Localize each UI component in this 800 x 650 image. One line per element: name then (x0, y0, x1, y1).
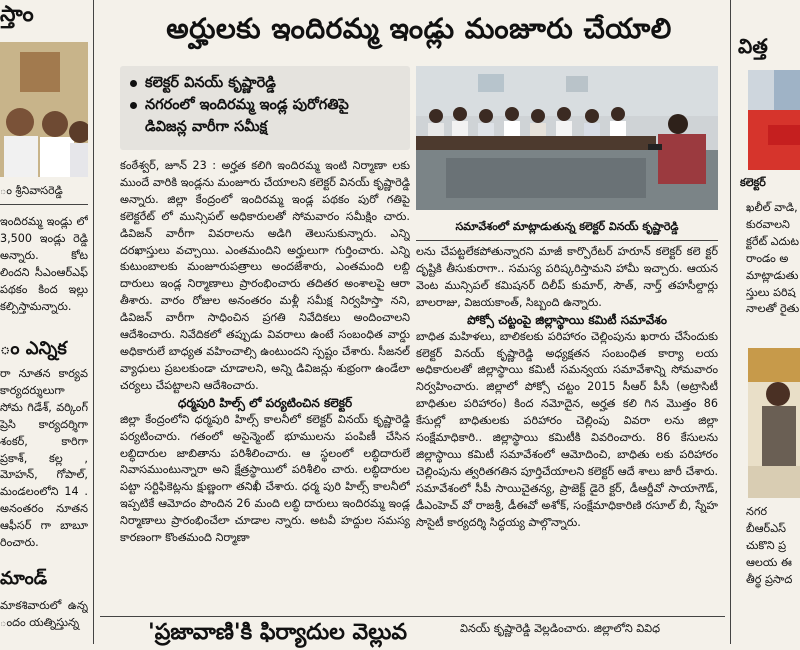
right-photo-2 (748, 348, 800, 498)
meeting-photo-caption: సమావేశంలో మాట్లాడుతున్న కలెక్టర్ వినయ్ కృష్ణారెడ్డి (455, 220, 679, 233)
meeting-photo (416, 66, 718, 210)
main-headline: అర్హులకు ఇందిరమ్మ ఇండ్లు మంజూరు చేయాలి (166, 12, 672, 45)
article-col1-para-2: జిల్లా కేంద్రంలోని ధర్మపురి హిల్స్ కాలనీలో కలెక్టర్ వినయ్ కృష్ణారెడ్డి పర్యటించారు. గతంలో అసైన్మెంట్ భూములను పంపిణీ చేసిన లబ్ధిదారుల జాబితాను పరిశీలించారు. ఆ స్థలంలో లబ్ధిదారులే నివాసముంటున్నారా అని క్షేత్రస్థాయిలో పరిశీలిం చారు. లబ్ధిదారుల పట్టా సర్టిఫికెట్లను క్షుణ్ణంగా తనిఖీ చేశారు. ధర్మ పురి హిల్స్ కాలనీలో ఇప్పటికే ఆమోదం పొందిన 26 మంది లబ్ధి దారులు ఇందిరమ్మ ఇండ్ల నిర్మాణాలు ప్రారంభించేలా చూడాల న్నారు. అటవీ హద్దుల సమస్య కారణంగా కొంతమంది నిర్మాణా (120, 412, 410, 545)
left-column (0, 0, 88, 644)
left-para-1: ఇందిరమ్మ ఇండ్లు లో 3,500 ఇండ్లు రెడ్డి అన్నారు. కోట లిందని సీఎంఆర్ఎఫ్ పథకం కింద ఇల్లు కల్పిస్తామన్నారు. (0, 215, 88, 313)
right-para-2: నగర బీఆర్ఎస్ చుకొని ప్ర ఆలయ ఈ తీర్థ ప్రసాద (746, 505, 793, 586)
left-top-heading: స్తాం (0, 2, 34, 27)
right-para-1: ఖలీల్ వాడి, కురవాలని క్టరేట్ ఎదుట రాండం అ మాట్లాడుతు స్తులు పరిష నాలతో రైతు (746, 201, 800, 316)
right-photo-1-caption: కలెక్టర్ (740, 176, 766, 189)
article-col2-subheading: పోక్సో చట్టంపై జిల్లాస్థాయి కమిటీ సమావేశం (467, 312, 667, 327)
right-top-heading: విత్త (738, 34, 768, 58)
left-photo-image (0, 42, 88, 177)
right-column-rule (730, 0, 731, 644)
left-para-2: రా నూతన కార్యవ కార్యదర్శులుగా సోమ గిడేశ్, వర్కింగ్ ప్రెసి కార్యదర్శిగా శంకర్, కారిగా ప్రకాశ్, కల్ల , మోహన్, గోపాల్, మండలంలోని 14 . అనంతరం నూతన ఆఫీసర్ గా బాబూ రించారు. (0, 367, 88, 550)
article-column-2 (416, 244, 718, 624)
bullet-dot-icon (130, 80, 137, 87)
left-divider-1 (0, 204, 88, 205)
left-photo (0, 42, 88, 177)
left-para-3: మాకశివారులో ఉన్న ందం యత్నిస్తున్న (0, 599, 88, 629)
left-column-rule (93, 0, 94, 644)
right-photo-2-image (748, 348, 800, 498)
bullet-1: కలెక్టర్ వినయ్ కృష్ణారెడ్డి (130, 72, 400, 94)
bullet-2: నగరంలో ఇందిరమ్మ ఇండ్ల పురోగతిపై (130, 94, 400, 116)
article-col2-para-2: బాధిత మహిళలు, బాలికలకు పరిహారం చెల్లింపును ఖరారు చేసేందుకు కలెక్టర్ వినయ్ కృష్ణారెడ్డి అధ్యక్షతన సంబంధిత కార్యా లయ అధికారులతో జిల్లాస్థాయి కమిటీ సమన్వయ సమావేశాన్ని సోమవారం నిర్వహించారు. జిల్లాలో పోక్సో చట్టం 2015 సీఆర్ పీసీ (అట్రాసిటీ బాధితుల పరిహారం) కింద నమోదైన, అర్హత కలి గిన మొత్తం 86 కేసుల్లో బాధితులకు పరిహారం చెల్లింపు వివరా లను జిల్లా సంక్షేమాధికారి.. జిల్లాస్థాయి కమిటీకి వివరించారు. 86 కేసులను జిల్లాస్థాయి కమిటీ సమావేశంలో ఆమోదించి, బాధితు లకు పరిహారం చెల్లింపును త్వరితగతిన పూర్తిచేయాలని కలెక్టర్ ఆదే శాలు జారీ చేశారు. సమావేశంలో సీపీ సాయిచైతన్య, ప్రాజెక్ట్ డైరె క్టర్, డీఆర్డీవో సాయాగౌడ్, డీఎంహెచ్ వో రాజశ్రీ, డీఈవో అశోక్, సంక్షేమాధికారిణి రసూల్ బీ, స్నేహ సొసైటీ కార్యదర్శి సిద్ధయ్య పాల్గొన్నారు. (416, 329, 718, 529)
bottom-col2-text: వినయ్ కృష్ణారెడ్డి వెల్లడించారు. జిల్లాలోని వివిధ (460, 622, 661, 635)
summary-bullets (120, 66, 410, 150)
bullet-3: డివిజన్ల వారీగా సమీక్ష (145, 119, 268, 135)
left-heading-3: మాండ్ (0, 568, 48, 589)
right-photo-1 (748, 70, 800, 170)
bottom-headline: 'ప్రజావాణి'కి ఫిర్యాదుల వెల్లువ (148, 620, 408, 645)
article-column-1 (120, 158, 410, 634)
article-col1-subheading: ధర్మపురి హిల్స్ లో పర్యటించిన కలెక్టర్ (177, 395, 353, 410)
article-col2-para-1: లను చేపట్టలేకపోతున్నారని మాజీ కార్పొరేటర్ హరూన్ కలెక్టర్ కలె క్టర్ దృష్టికి తీసుకురాగా.. సమస్య పరిష్కరిస్తామని హామీ ఇచ్చారు. ఆయన వెంట మున్సిపల్ కమిషనర్ దిలీప్ కుమార్, సౌత్, నార్త్ తహసీల్దార్లు బాలరాజు, విజయకాంత్, సిబ్బంది ఉన్నారు. (416, 245, 718, 309)
caption-rule (416, 240, 718, 241)
right-column (738, 0, 800, 644)
left-photo-caption: ం శ్రీనివాసరెడ్డి (0, 184, 63, 197)
right-photo-1-image (748, 70, 800, 170)
article-bottom-rule (100, 616, 725, 617)
meeting-photo-image (416, 66, 718, 210)
article-col1-para-1: కంఠేశ్వర్, జూన్ 23 : అర్హత కలిగి ఇందిరమ్మ ఇంటి నిర్మాణా లకు ముందే వారికి ఇండ్లను మంజూరు చేయాలని కలెక్టర్ వినయ్ కృష్ణారెడ్డి అన్నారు. జిల్లా కేంద్రంలో ఇందిరమ్మ ఇండ్ల పథకం పురో గతిపై కలెక్టరేట్ లో మున్సిపల్ అధికారులతో సోమవారం సమీక్షిం చారు. డివిజన్ వారీగా వివరాలను అడిగి తెలుసుకున్నారు. ఎన్ని దరఖాస్తులు వచ్చాయి. ఎంతమందిని అర్హులుగా గుర్తించారు. ఎన్ని కుటుంబాలకు మంజూరుపత్రాలు అందజేశారు, ఎంతమంది లబ్ది దారులు ఇండ్ల నిర్మాణాలు ప్రారంభించారు తదితర అంశాలపై ఆరా తీశారు. వారం రోజుల అనంతరం మళ్లీ సమీక్ష నిర్వహిస్తా నని, డివిజన్ వారీగా సాధించిన ప్రగతి నివేదికలు అందించాలని ఆదేశించారు. నివేదికలో తప్పుడు వివరాలు ఉంటే సంబంధిత వార్డు అధికారులే బాధ్యత వహించాల్సి ఉంటుందని స్పష్టం చేశారు. సీజనల్ వ్యాధులు ప్రబలకుండా చూడాలని, అన్ని డివిజన్లు శుభ్రంగా ఉండేలా చర్యలు చేపట్టాలని ఆదేశించారు. (120, 159, 410, 392)
left-heading-2: ం ఎన్నిక (0, 338, 67, 359)
bullet-dot-icon (130, 102, 137, 109)
